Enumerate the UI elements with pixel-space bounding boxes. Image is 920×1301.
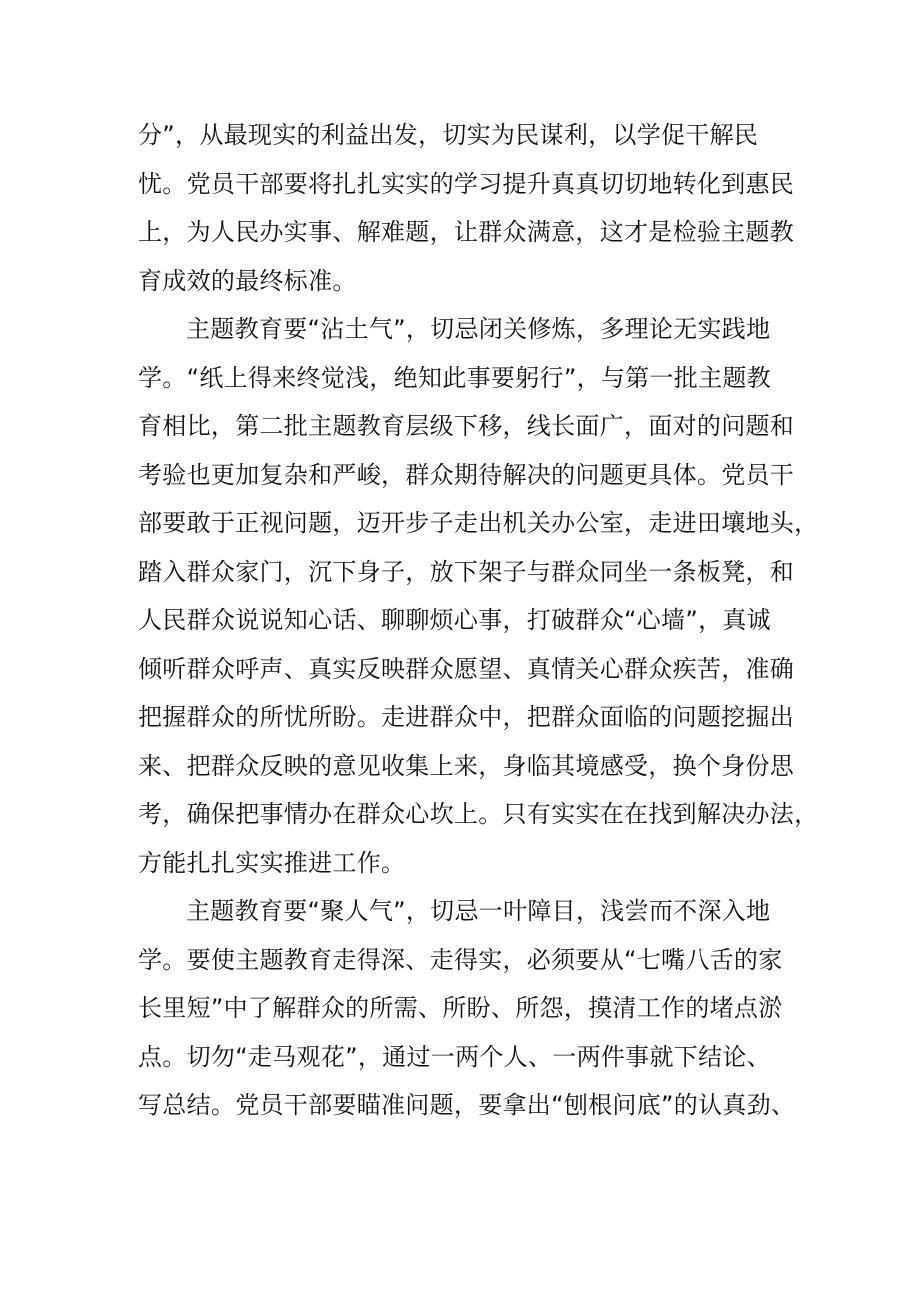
text-line: 育成效的最终标准。: [138, 266, 357, 295]
text-line: 学。要使主题教育走得深、走得实，必须要从“七嘴八舌的家: [138, 945, 783, 974]
text-line: 点。切勿“走马观花”，通过一两个人、一两件事就下结论、: [138, 1042, 771, 1071]
text-line: 人民群众说说知心话、聊聊烦心事，打破群众“心墙”，真诚: [138, 606, 771, 634]
text-line: 忧。党员干部要将扎扎实实的学习提升真真切切地转化到惠民: [138, 169, 795, 198]
text-line: 方能扎扎实实推进工作。: [138, 848, 406, 877]
text-line: 部要敢于正视问题，迈开步子走出机关办公室，走进田壤地头，: [138, 509, 819, 537]
text-line: 上，为人民办实事、解难题，让群众满意，这才是检验主题教: [138, 218, 795, 246]
text-line: 把握群众的所忧所盼。走进群众中，把群众面临的问题挖掘出: [138, 703, 795, 731]
text-line: 主题教育要“聚人气”，切忌一叶障目，浅尝而不深入地: [186, 897, 771, 925]
text-line: 踏入群众家门，沉下身子，放下架子与群众同坐一条板凳，和: [138, 557, 795, 586]
text-line: 考，确保把事情办在群众心坎上。只有实实在在找到解决办法，: [138, 800, 819, 828]
paragraph-3: [138, 887, 796, 1130]
paragraph-2: [138, 305, 819, 887]
text-line: 育相比，第二批主题教育层级下移，线长面广，面对的问题和: [138, 412, 795, 440]
text-line: 分”，从最现实的利益出发，切实为民谋利，以学促干解民: [138, 121, 759, 149]
text-line: 主题教育要“沾土气”，切忌闭关修炼，多理论无实践地: [186, 315, 771, 343]
text-line: 写总结。党员干部要瞄准问题，要拿出“刨根问底”的认真劲、: [138, 1091, 796, 1119]
text-line: 学。“纸上得来终觉浅，绝知此事要躬行”，与第一批主题教: [138, 363, 771, 392]
text-line: 来、把群众反映的意见收集上来，身临其境感受，换个身份思: [138, 751, 795, 780]
text-line: 长里短”中了解群众的所需、所盼、所怨，摸清工作的堵点淤: [138, 994, 783, 1022]
document-body: [138, 111, 819, 1130]
text-line: 倾听群众呼声、真实反映群众愿望、真情关心群众疾苦，准确: [138, 654, 795, 683]
paragraph-1: [138, 111, 795, 305]
text-line: 考验也更加复杂和严峻，群众期待解决的问题更具体。党员干: [138, 460, 795, 489]
